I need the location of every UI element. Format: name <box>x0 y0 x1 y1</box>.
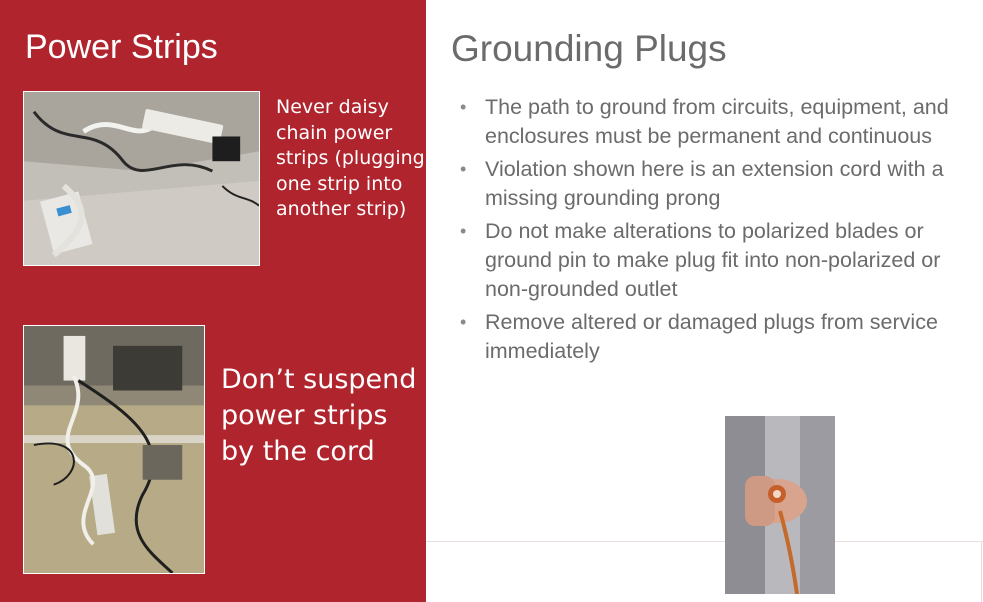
bullet-item <box>460 93 950 151</box>
suspend-caption: Don’t suspend power strips by the cord <box>221 364 417 467</box>
grounding-bullet-list <box>460 93 950 370</box>
bullet-icon: • <box>460 312 467 332</box>
bullet-text: Violation shown here is an extension cord with a missing grounding prong <box>485 157 944 210</box>
bullet-text: Remove altered or damaged plugs from service immediately <box>485 310 938 363</box>
bottom-divider <box>426 541 983 542</box>
right-edge-divider <box>981 541 982 602</box>
bullet-item <box>460 155 950 213</box>
bullet-text: Do not make alterations to polarized blades or ground pin to make plug fit into non-polarized or non-grounded outlet <box>485 219 941 301</box>
bullet-text: The path to ground from circuits, equipment, and enclosures must be permanent and continuous <box>485 95 949 148</box>
power-strips-title: Power Strips <box>25 28 218 66</box>
bullet-icon: • <box>460 159 467 179</box>
suspended-power-strip-photo <box>23 325 205 574</box>
bullet-item <box>460 217 950 304</box>
bullet-icon: • <box>460 97 467 117</box>
bullet-item <box>460 308 950 366</box>
bullet-icon: • <box>460 221 467 241</box>
daisy-chain-power-strip-photo <box>23 91 260 266</box>
daisy-chain-caption: Never daisy chain power strips (plugging one strip into another strip) <box>276 96 425 220</box>
damaged-plug-photo <box>725 416 835 594</box>
grounding-plugs-title: Grounding Plugs <box>451 28 727 69</box>
